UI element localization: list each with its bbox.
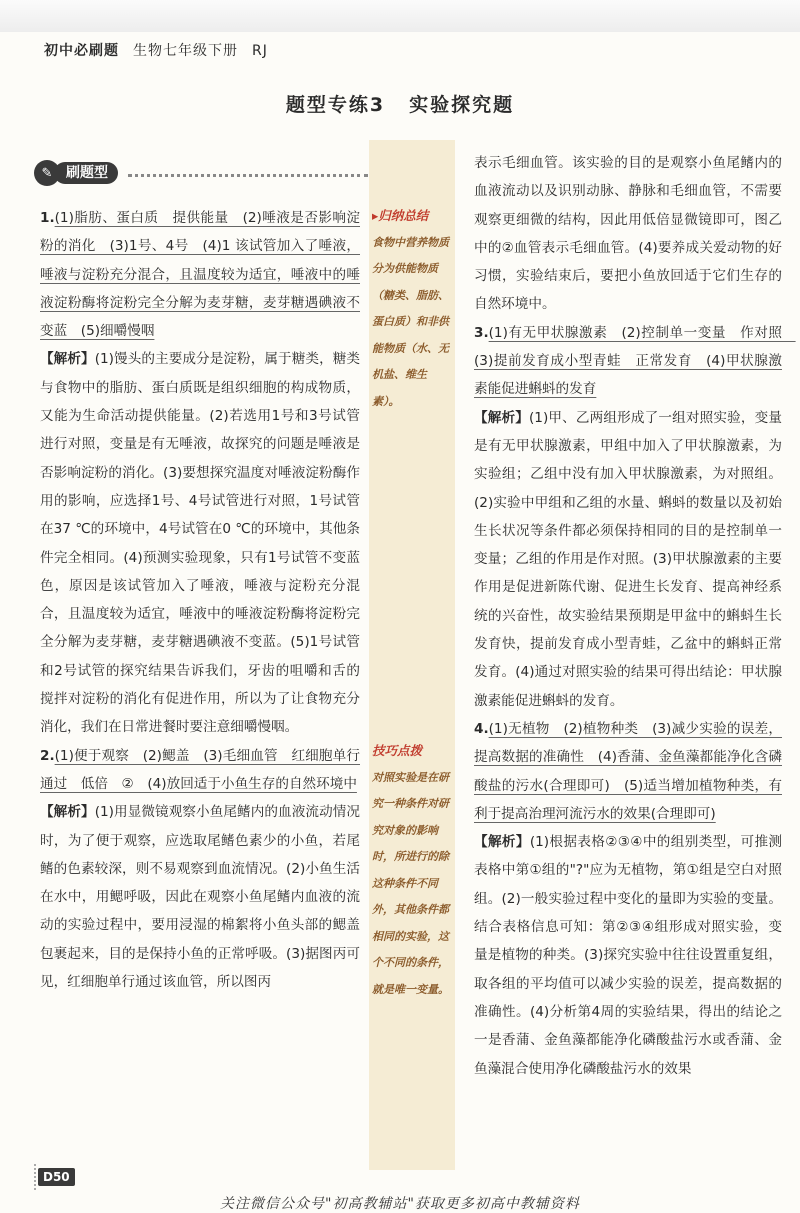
footer-note: 关注微信公众号"初高教辅站"获取更多初高中教辅资料 — [220, 1196, 580, 1212]
tip-note-title: 技巧点拨 — [372, 743, 423, 758]
q3-analysis-block — [474, 404, 782, 715]
q1-analysis-label: 【解析】 — [40, 351, 95, 368]
q2-answer: (1)便于观察 (2)鳃盖 (3)毛细血管 红细胞单行通过 低倍 ② (4)放回适于小鱼生存的自然环境中 — [40, 747, 360, 792]
q2-answer-line — [40, 742, 360, 799]
q1-answer-line — [40, 204, 360, 345]
summary-note-text: 食物中营养物质分为供能物质（糖类、脂肪、蛋白质）和非供能物质（水、无机盐、维生素）。 — [372, 235, 449, 408]
q1-analysis: (1)馒头的主要成分是淀粉，属于糖类，糖类与食物中的脂肪、蛋白质既是组织细胞的构成物质，又能为生命活动提供能量。(2)若选用1号和3号试管进行对照，变量是有无唾液，故探究的问题是唾液是否影响淀粉的消化。(3)要想探究温度对唾液淀粉酶作用的影响，应选择1号、4号试管进行对照，1号试管在37 ℃的环境中，4号试管在0 ℃的环境中，其他条件完全相同。(4)预测实验现象，只有1号试管不变蓝色，原因是该试管加入了唾液，唾液与淀粉充分混合，且温度较为适宜，唾液中的唾液淀粉酶将淀粉完全分解为麦芽糖，麦芽糖遇碘液不变蓝。(5)1号试管和2号试管的探究结果告诉我们，牙齿的咀嚼和舌的搅拌对淀粉的消化有促进作用，所以为了让食物充分消化，我们在日常进餐时要注意细嚼慢咽。 — [40, 351, 360, 736]
right-column — [474, 149, 796, 1083]
q2-analysis-continued: 表示毛细血管。该实验的目的是观察小鱼尾鳍内的血液流动以及识别动脉、静脉和毛细血管，不需要观察更细微的结构，因此用低倍显微镜即可，图乙中的②血管表示毛细血管。(4)要养成关爱动物的好习惯，实验结束后，要把小鱼放回适于它们生存的自然环境中。 — [474, 155, 782, 313]
summary-note — [372, 203, 454, 415]
q2-analysis: (1)用显微镜观察小鱼尾鳍内的血液流动情况时，为了便于观察，应选取尾鳍色素少的小鱼，若尾鳍的色素较深，则不易观察到血流情况。(2)小鱼生活在水中，用鳃呼吸，因此在观察小鱼尾鳍内血液的流动的实验过程中，要用浸湿的棉絮将小鱼头部的鳃盖包裹起来，目的是保持小鱼的正常呼吸。(3)据图丙可见，红细胞单行通过该血管，所以图丙 — [40, 804, 360, 991]
title-part2: 实验探究题 — [409, 94, 515, 116]
book-subject: 生物七年级下册 — [133, 43, 238, 59]
dotted-divider — [128, 174, 368, 177]
q3-analysis: (1)甲、乙两组形成了一组对照实验，变量是有无甲状腺激素，甲组中加入了甲状腺激素，为实验组；乙组中没有加入甲状腺激素，为对照组。(2)实验中甲组和乙组的水量、蝌蚪的数量以及初始生长状况等条件都必须保持相同的目的是控制单一变量；乙组的作用是作对照。(3)甲状腺激素的主要作用是促进新陈代谢、促进生长发育、提高神经系统的兴奋性，故实验结果预期是甲盆中的蝌蚪生长发育快，提前发育成小型青蛙，乙盆中的蝌蚪正常发育。(4)通过对照实验的结果可得出结论：甲状腺激素能促进蝌蚪的发育。 — [474, 409, 782, 709]
q1-answer: (1)脂肪、蛋白质 提供能量 (2)唾液是否影响淀粉的消化 (3)1号、4号 (4)1 该试管加入了唾液，唾液与淀粉充分混合，且温度较为适宜，唾液中的唾液淀粉酶将淀粉完全分解为麦芽糖，麦芽糖遇碘液不变蓝 (5)细嚼慢咽 — [40, 210, 360, 340]
q4-analysis-label: 【解析】 — [474, 834, 530, 851]
q1-analysis-block — [40, 345, 360, 741]
q2-analysis-block — [40, 798, 360, 996]
book-edition: RJ — [252, 43, 268, 59]
q4-answer-line — [474, 715, 782, 828]
book-title: 初中必刷题 — [44, 43, 119, 59]
q4-analysis-block — [474, 828, 782, 1083]
badge-label: 刷题型 — [54, 162, 118, 184]
q3-number: 3. — [474, 324, 489, 341]
summary-note-title: ▸归纳总结 — [372, 208, 429, 223]
q4-number: 4. — [474, 720, 489, 737]
left-column — [40, 204, 360, 996]
q3-answer-line — [474, 319, 796, 404]
q2-analysis-label: 【解析】 — [40, 804, 95, 821]
margin-dots — [0, 1164, 36, 1190]
tip-note-text: 对照实验是在研究一种条件对研究对象的影响时，所进行的除这种条件不同外，其他条件都相同的实验，这个不同的条件，就是唯一变量。 — [372, 770, 449, 996]
q3-analysis-label: 【解析】 — [474, 409, 529, 426]
page-title — [0, 90, 800, 117]
top-margin — [0, 0, 800, 32]
section-badge — [34, 160, 118, 186]
running-header — [44, 40, 268, 60]
tip-note — [372, 738, 452, 1003]
q3-answer: (1)有无甲状腺激素 (2)控制单一变量 作对照 (3)提前发育成小型青蛙 正常发育 (4)甲状腺激素能促进蝌蚪的发育 — [474, 324, 796, 398]
q2-number: 2. — [40, 747, 55, 764]
q4-answer: (1)无植物 (2)植物种类 (3)减少实验的误差，提高数据的准确性 (4)香蒲、金鱼藻都能净化含磷酸盐的污水(合理即可) (5)适当增加植物种类，有利于提高治理河流污水的效果(合理即可) — [474, 720, 782, 822]
pen-icon: ✎ — [34, 160, 60, 186]
title-part1: 题型专练3 — [285, 94, 386, 116]
page-number: D50 — [38, 1168, 75, 1186]
q1-number: 1. — [40, 210, 55, 226]
q4-analysis: (1)根据表格②③④中的组别类型，可推测表格中第①组的"?"应为无植物，第①组是空白对照组。(2)一般实验过程中变化的量即为实验的变量。结合表格信息可知：第②③④组形成对照实验，变量是植物的种类。(3)探究实验中往往设置重复组，取各组的平均值可以减少实验的误差，提高数据的准确性。(4)分析第4周的实验结果，得出的结论之一是香蒲、金鱼藻都能净化磷酸盐污水或香蒲、金鱼藻混合使用净化磷酸盐污水的效果 — [474, 834, 782, 1077]
